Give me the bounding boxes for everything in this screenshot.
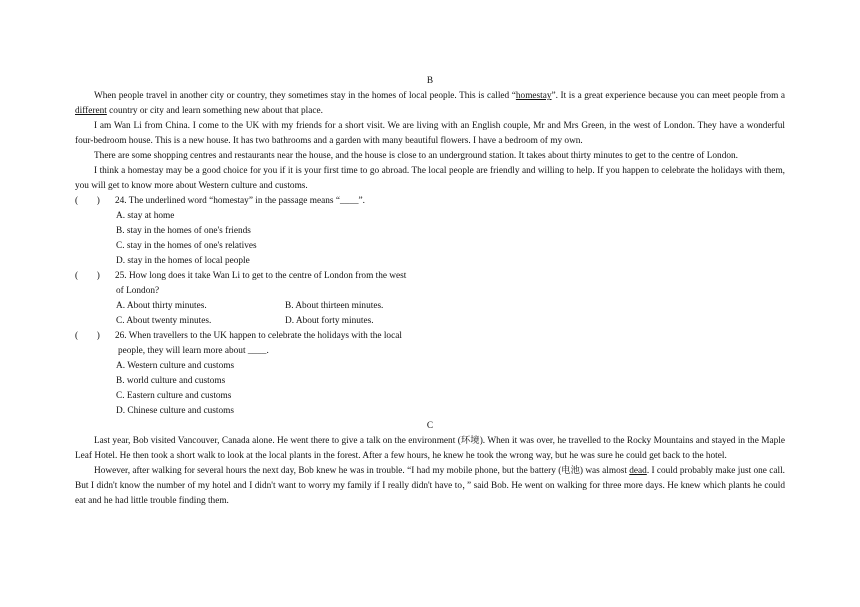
question-text: 25. How long does it take Wan Li to get to the centre of London from the west	[115, 271, 407, 281]
option-25-d: D. About forty minutes.	[285, 316, 374, 326]
section-b-heading: B	[426, 76, 434, 86]
question-text: 26. When travellers to the UK happen to celebrate the holidays with the local	[115, 331, 402, 341]
question-24	[75, 194, 785, 209]
option-24-a: A. stay at home	[116, 211, 175, 221]
option-26-c: C. Eastern culture and customs	[116, 391, 232, 401]
option-25-a: A. About thirty minutes.	[116, 301, 207, 311]
section-b-paragraph-4: I think a homestay may be a good choice for you if it is your first time to go abroad. The local people are friendly and willing to help. If you happen to celebrate the holidays with them, you will get to know more about Western culture and customs.	[75, 166, 785, 191]
question-text: 24. The underlined word “homestay” in the passage means “____”.	[115, 196, 365, 206]
option-26-d: D. Chinese culture and customs	[116, 406, 234, 416]
question-25-continuation: of London?	[116, 286, 160, 296]
option-25-b: B. About thirteen minutes.	[285, 301, 384, 311]
option-26-b: B. world culture and customs	[116, 376, 226, 386]
underlined-word-different: different	[75, 106, 107, 116]
underlined-word-dead: dead	[629, 466, 647, 476]
option-24-d: D. stay in the homes of local people	[116, 256, 250, 266]
section-b-paragraph-3: There are some shopping centres and restaurants near the house, and the house is close to an underground station. It takes about thirty minutes to get to the centre of London.	[94, 151, 738, 161]
answer-blank[interactable]: ( )	[75, 196, 100, 206]
option-25-c: C. About twenty minutes.	[116, 316, 212, 326]
text-run: ”. It is a great experience because you can meet people from a	[551, 91, 785, 101]
options-row	[75, 299, 785, 314]
section-b-paragraph-2: I am Wan Li from China. I come to the UK with my friends for a short visit. We are living with an English couple, Mr and Mrs Green, in the west of London. They have a wonderful four-bedroom house. This is a new house. It has two bathrooms and a garden with many beautiful flowers. I have a bedroom of my own.	[75, 121, 785, 146]
section-c-heading: C	[426, 421, 434, 431]
text-run: However, after walking for several hours the next day, Bob knew he was in trouble. “I had my mobile phone, but the battery (电池) was almost	[94, 466, 630, 476]
option-26-a: A. Western culture and customs	[116, 361, 235, 371]
option-24-b: B. stay in the homes of one's friends	[116, 226, 251, 236]
document-page	[75, 74, 785, 509]
question-25	[75, 269, 785, 284]
option-24-c: C. stay in the homes of one's relatives	[116, 241, 257, 251]
options-row	[75, 314, 785, 329]
answer-blank[interactable]: ( )	[75, 271, 100, 281]
question-26-continuation: people, they will learn more about ____.	[118, 346, 269, 356]
text-run: . I could probably make just one call. But I didn't know the number of my hotel and I didn't want to worry my family if I really didn't have to，” said Bob. He went on walking for three more days. He knew which plants he could eat and he had little trouble finding them.	[75, 466, 785, 506]
section-c-paragraph-2	[75, 464, 785, 509]
section-b-paragraph-1	[75, 89, 785, 119]
question-26	[75, 329, 785, 344]
section-c-paragraph-1: Last year, Bob visited Vancouver, Canada alone. He went there to give a talk on the environment (环境). When it was over, he travelled to the Rocky Mountains and stayed in the Maple Leaf Hotel. He then took a short walk to look at the local plants in the forest. After a few hours, he knew he took the wrong way, but he was sure he could get back to the hotel.	[75, 436, 785, 461]
answer-blank[interactable]: ( )	[75, 331, 100, 341]
underlined-word-homestay: homestay	[515, 91, 552, 101]
text-run: When people travel in another city or country, they sometimes stay in the homes of local people. This is called “	[94, 91, 516, 101]
text-run: country or city and learn something new about that place.	[106, 106, 323, 116]
